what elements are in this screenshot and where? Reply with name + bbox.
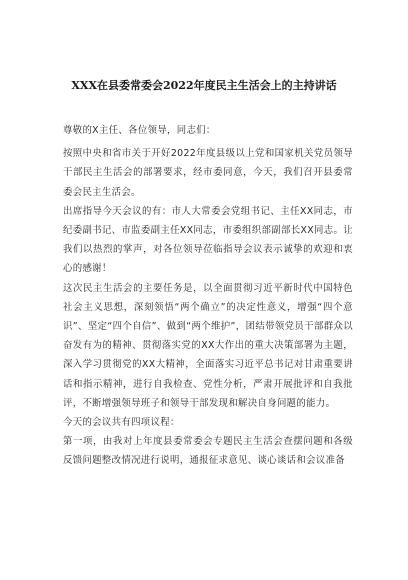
paragraph-agenda-intro: 今天的会议共有四项议程： [63,417,180,429]
document-body [63,121,353,471]
paragraph-agenda-item-1: 第一项，由我对上年度县委常委会专题民主生活会查摆问题和各级反馈问题整改情况进行说明，通报征求意见、谈心谈话和会议准备 [63,436,353,467]
paragraph-purpose: 按照中央和省市关于开好2022年度县级以上党和国家机关党员领导干部民主生活会的部署要求，经市委同意，今天，我们召开县委常委会民主生活会。 [63,148,353,198]
paragraph-attendees: 出席指导今天会议的有：市人大常委会党组书记、主任XX同志，市纪委副书记、市监委副主任XX同志，市委组织部副部长XX同志。让我们以热烈的掌声，对各位领导莅临指导会议表示诚挚的欢迎和衷心的感谢！ [63,205,353,275]
salutation-paragraph: 尊敬的X主任、各位领导，同志们： [63,125,216,136]
document-title: XXX在县委常委会2022年度民主生活会上的主持讲话 [71,79,337,92]
paragraph-main-task: 这次民主生活会的主要任务是，以全面贯彻习近平新时代中国特色社会主义思想，深刻领悟“两个确立”的决定性意义，增强“四个意识”、坚定“四个自信”、做到“两个维护”，团结带领党员干部群众以奋发有为的精神、贯彻落实党的XX大作出的重大决策部署为主题，深入学习贯彻党的XX大精神，全面落实习近平总书记对甘肃重要讲话和指示精神，进行自我检查、党性分析，严肃开展批评和自我批评，不断增强领导班子和领导干部发现和解决自身问题的能力。 [63,282,353,409]
